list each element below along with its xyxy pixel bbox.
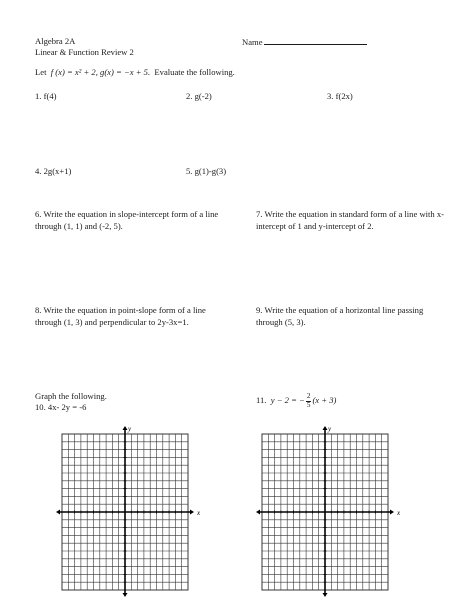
problem-3: 3. f(2x) (327, 91, 353, 101)
x-axis-label: x (397, 509, 401, 517)
g-definition: g(x) = −x + 5. (100, 67, 151, 77)
problem-1: 1. f(4) (35, 91, 57, 101)
f-definition: f (x) = x² + 2, (50, 67, 98, 77)
slope-denominator: 5 (306, 400, 311, 409)
graph-heading: Graph the following. (35, 391, 107, 401)
problem-4: 4. 2g(x+1) (35, 166, 72, 176)
function-definitions (35, 67, 235, 79)
let-word: Let (35, 67, 47, 77)
problem-7: 7. Write the equation in standard form of a line with x-intercept of 1 and y-intercept of 2. (256, 209, 445, 231)
slope-numerator: 2 (306, 392, 311, 400)
worksheet-title: Linear & Function Review 2 (35, 47, 134, 57)
problem-8: 8. Write the equation in point-slope form of a line through (1, 3) and perpendicular to 2y-3x=1. (35, 305, 206, 327)
name-label: Name (242, 37, 263, 47)
course-name: Algebra 2A (35, 36, 76, 46)
x-axis-label: x (197, 509, 201, 517)
x-axis-arrow-right-icon (190, 510, 194, 515)
problem-6: 6. Write the equation in slope-intercept form of a line through (1, 1) and (-2, 5). (35, 209, 219, 231)
y-axis-arrow-up-icon (123, 426, 128, 430)
x-axis-arrow-left-icon (256, 510, 260, 515)
name-blank[interactable] (264, 36, 367, 45)
y-axis-label: y (328, 425, 332, 433)
problem-9: 9. Write the equation of a horizontal line passing through (5, 3). (256, 305, 424, 327)
problem-11 (256, 393, 336, 409)
coordinate-grid-11[interactable] (256, 424, 401, 596)
evaluate-instruction: Evaluate the following. (154, 67, 235, 77)
problem-10: 10. 4x- 2y = -6 (35, 402, 87, 412)
y-axis-arrow-down-icon (323, 593, 328, 597)
slope-fraction (306, 393, 312, 409)
x-axis-arrow-left-icon (56, 510, 60, 515)
y-axis-arrow-up-icon (323, 426, 328, 430)
problem-11-rhs: (x + 3) (312, 394, 337, 405)
problem-11-number: 11. (256, 394, 267, 405)
y-axis-arrow-down-icon (123, 593, 128, 597)
x-axis-arrow-right-icon (390, 510, 394, 515)
problem-5: 5. g(1)-g(3) (186, 166, 227, 176)
y-axis-label: y (128, 425, 132, 433)
problem-11-lhs: y − 2 = − (270, 394, 305, 405)
coordinate-grid-10[interactable] (56, 424, 201, 596)
problem-2: 2. g(-2) (186, 91, 212, 101)
name-field[interactable] (242, 36, 367, 49)
